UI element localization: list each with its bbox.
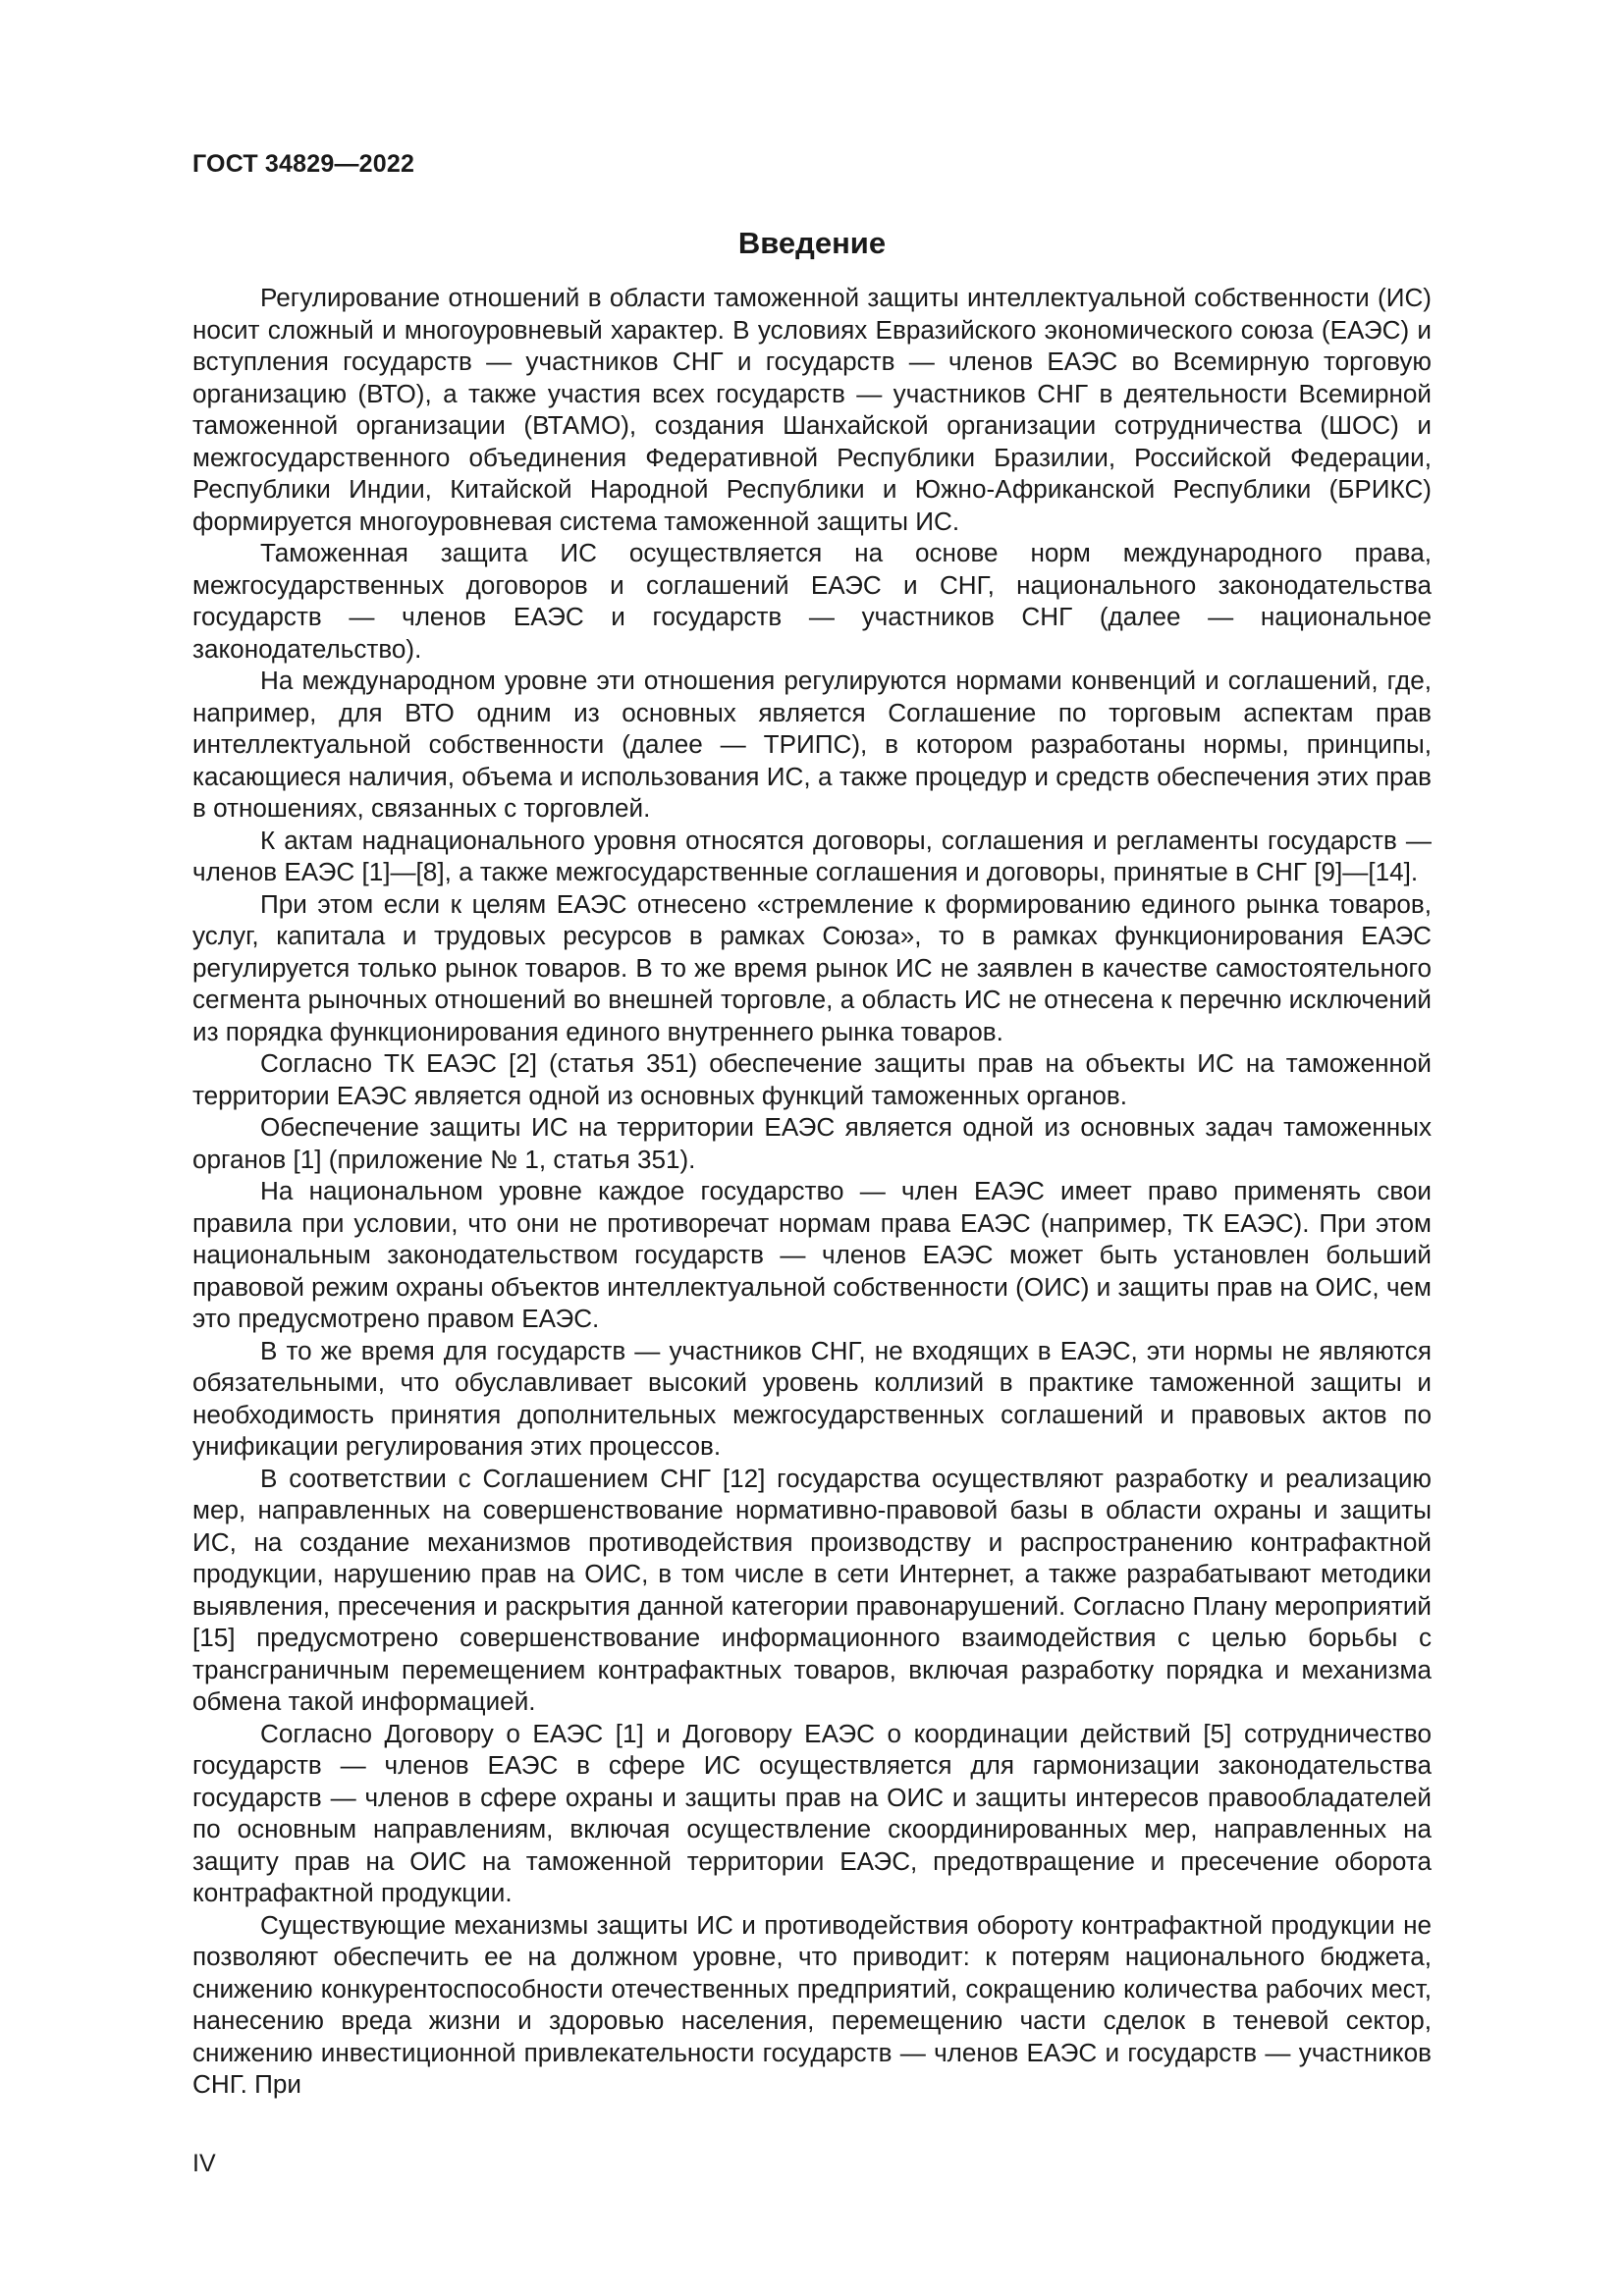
section-title: Введение — [737, 226, 887, 260]
paragraph-12: Существующие механизмы защиты ИС и противодействия обороту контрафактной продукции не позволяют обеспечить ее на должном уровне, что приводит: к потерям национального бюджета, снижению конкурентоспособности отечественных предприятий, сокращению количества рабочих мест, нанесению вреда жизни и здоровью населения, перемещению части сделок в теневой сектор, снижению инвестиционной привлекательности государств — членов ЕАЭС и государств — участников СНГ. При — [192, 1909, 1432, 2099]
paragraph-1: Регулирование отношений в области таможенной защиты интеллектуальной собственности (ИС) носит сложный и многоуровневый характер. В условиях Евразийского экономического союза (ЕАЭС) и вступления государств — участников СНГ и государств — членов ЕАЭС во Всемирную торговую организацию (ВТО), а также участия всех государств — участников СНГ в деятельности Всемирной таможенной организации (ВТАМО), создания Шанхайской организации сотрудничества (ШОС) и межгосударственного объединения Федеративной Республики Бразилии, Российской Федерации, Республики Индии, Китайской Народной Республики и Южно-Африканской Республики (БРИКС) формируется многоуровневая система таможенной защиты ИС. — [192, 283, 1432, 536]
standard-header: ГОСТ 34829—2022 — [192, 150, 415, 178]
paragraph-11: Согласно Договору о ЕАЭС [1] и Договору ЕАЭС о координации действий [5] сотрудничество государств — членов ЕАЭС в сфере ИС осуществляется для гармонизации законодательства государств — членов в сфере охраны и защиты прав на ОИС и защиты интересов правообладателей по основным направлениям, включая осуществление скоординированных мер, направленных на защиту прав на ОИС на таможенной территории ЕАЭС, предотвращение и пресечение оборота контрафактной продукции. — [192, 1718, 1432, 1907]
paragraph-9: В то же время для государств — участников СНГ, не входящих в ЕАЭС, эти нормы не являются обязательными, что обуславливает высокий уровень коллизий в практике таможенной защиты и необходимость принятия дополнительных межгосударственных соглашений и правовых актов по унификации регулирования этих процессов. — [192, 1335, 1432, 1461]
paragraph-7: Обеспечение защиты ИС на территории ЕАЭС является одной из основных задач таможенных органов [1] (приложение № 1, статья 351). — [192, 1112, 1432, 1174]
paragraph-2: Таможенная защита ИС осуществляется на основе норм международного права, межгосударственных договоров и соглашений ЕАЭС и СНГ, национального законодательства государств — членов ЕАЭС и государств — участников СНГ (далее — национальное законодательство). — [192, 538, 1432, 664]
paragraph-8: На национальном уровне каждое государство — член ЕАЭС имеет право применять свои правила при условии, что они не противоречат нормам права ЕАЭС (например, ТК ЕАЭС). При этом национальным законодательством государств — членов ЕАЭС может быть установлен больший правовой режим охраны объектов интеллектуальной собственности (ОИС) и защиты прав на ОИС, чем это предусмотрено правом ЕАЭС. — [192, 1176, 1432, 1333]
paragraph-4: К актам наднационального уровня относятся договоры, соглашения и регламенты государств — членов ЕАЭС [1]—[8], а также межгосударственные соглашения и договоры, принятые в СНГ [9]—[14]. — [192, 825, 1432, 886]
paragraph-5: При этом если к целям ЕАЭС отнесено «стремление к формированию единого рынка товаров, услуг, капитала и трудовых ресурсов в рамках Союза», то в рамках функционирования ЕАЭС регулируется только рынок товаров. В то же время рынок ИС не заявлен в качестве самостоятельного сегмента рыночных отношений во внешней торговле, а область ИС не отнесена к перечню исключений из порядка функционирования единого внутреннего рынка товаров. — [192, 888, 1432, 1046]
paragraph-10: В соответствии с Соглашением СНГ [12] государства осуществляют разработку и реализацию мер, направленных на совершенствование нормативно-правовой базы в области охраны и защиты ИС, на создание механизмов противодействия производству и распространению контрафактной продукции, нарушению прав на ОИС, в том числе в сети Интернет, а также разрабатывают методики выявления, пресечения и раскрытия данной категории правонарушений. Согласно Плану мероприятий [15] предусмотрено совершенствование информационного взаимодействия с целью борьбы с трансграничным перемещением контрафактных товаров, включая разработку порядка и механизма обмена такой информацией. — [192, 1463, 1432, 1716]
page-number: IV — [192, 2150, 216, 2177]
paragraph-3: На международном уровне эти отношения регулируются нормами конвенций и соглашений, где, например, для ВТО одним из основных является Соглашение по торговым аспектам прав интеллектуальной собственности (далее — ТРИПС), в котором разработаны нормы, принципы, касающиеся наличия, объема и использования ИС, а также процедур и средств обеспечения этих прав в отношениях, связанных с торговлей. — [192, 666, 1432, 823]
paragraph-6: Согласно ТК ЕАЭС [2] (статья 351) обеспечение защиты прав на объекты ИС на таможенной территории ЕАЭС является одной из основных функций таможенных органов. — [192, 1048, 1432, 1110]
introduction-body — [192, 282, 1432, 2101]
